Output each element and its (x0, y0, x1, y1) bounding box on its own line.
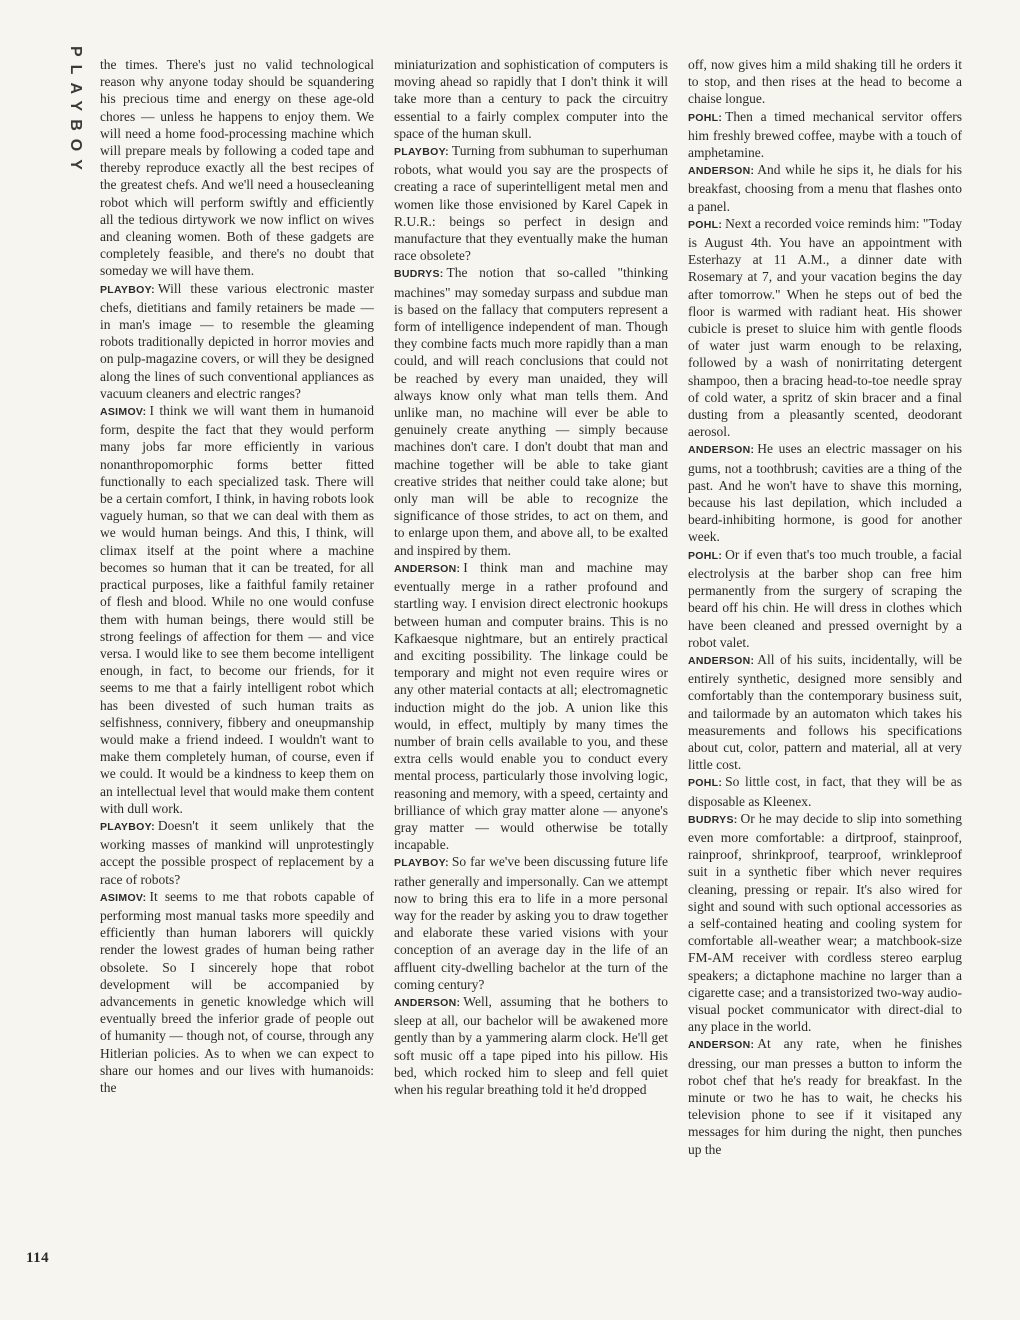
speaker-label: ANDERSON: (394, 562, 461, 575)
interview-paragraph (688, 440, 962, 545)
paragraph-text: I think man and machine may eventually merge in a rather profound and startling way. I envision direct electronic hookups between human and computer brains. This is no Kafkaesque nightmare, but an entirely practical and exciting possibility. The linkage could be temporary and might not even require wires or any other material contacts at all; electromagnetic induction might do the job. A union like this would, in effect, multiply by many times the number of brain cells available to you, and these extra cells would enable you to conduct every mental process, particularly those involving logic, reasoning and memory, with a speed, certainty and brilliance of which gray matter alone — anyone's gray matter — would otherwise be totally incapable. (394, 559, 668, 853)
paragraph-text: Next a recorded voice reminds him: "Today is August 4th. You have an appointment with Esterhazy at 11 A.M., a dinner date with Rosemary at 7, and your vacation begins the day after tomorrow." When he steps out of bed the floor is warmed with radiant heat. His shower cubicle is preset to sluice him with gentle floods of water just warm enough to be relaxing, followed by a wash of nonirritating detergent shampoo, then a bracing head-to-toe needle spray of cold water, a spritz of skin bracer and a final dusting from a pleasantly scented, deodorant aerosol. (688, 215, 962, 440)
interview-paragraph (688, 108, 962, 162)
paragraph-text: Or he may decide to slip into something even more comfortable: a dirtproof, stainproof, rainproof, shrinkproof, tearproof, wrinkleproof suit in a synthetic fiber which never requires cleaning, pressing or repair. It's also wired for sight and sound with such optional accessories as a self-contained heating and cooling system for comfortable all-weather wear; a matchbook-size FM-AM receiver with cordless stereo earplug speakers; a dictaphone machine no larger than a cigarette case; and a transistorized two-way audio-visual pocket communicator with direct-dial to any place in the world. (688, 810, 962, 1035)
interview-paragraph (688, 546, 962, 651)
speaker-label: PLAYBOY: (394, 146, 449, 159)
paragraph-text: I think we will want them in humanoid form, despite the fact that they would perform many jobs far more efficiently in various nonanthropomorphic forms better fitted functionally to each specialized task. There will be a certain comfort, I think, in having robots look vaguely human, so that we can deal with them as we would human beings. And this, I think, will climax itself at the point where a machine becomes so human that it can be treated, for all practical purposes, like a faithful family retainer of flesh and blood. While no one would confuse them with human beings, there would still be strong feelings of affection for them — and vice versa. I would like to see them become intelligent enough, in fact, to become our friends, for it seems to me that a fairly intelligent robot which has been divested of such human traits as selfishness, connivery, fibbery and oneupmanship would make a friend indeed. I wouldn't want to make them completely human, of course, even if we could. It would be a kindness to keep them on an intellectual level that would make them content with dull work. (100, 403, 374, 816)
paragraph-text: Then a timed mechanical servitor offers him freshly brewed coffee, maybe with a touch of amphetamine. (688, 108, 962, 161)
interview-paragraph (394, 264, 668, 558)
speaker-label: BUDRYS: (688, 813, 738, 826)
speaker-label: POHL: (688, 111, 723, 124)
paragraph-text: Well, assuming that he bothers to sleep at all, our bachelor will be awakened more gently than by a yammering alarm clock. He'll get soft music off a tape piped into his pillow. His bed, which rocked him to sleep and fell quiet when his regular breathing told it he'd dropped (394, 993, 668, 1097)
text-column-2 (394, 56, 668, 1272)
interview-paragraph (688, 215, 962, 441)
speaker-label: ANDERSON: (394, 996, 461, 1009)
paragraph-text: So far we've been discussing future life rather generally and impersonally. Can we attempt now to bring this era to life in a more personal way for the reader by asking you to draw together and elaborate these varied visions with your conception of an average day in the life of an affluent city-dwelling bachelor at the turn of the coming century? (394, 854, 668, 992)
speaker-label: POHL: (688, 218, 723, 231)
speaker-label: ANDERSON: (688, 1039, 755, 1052)
text-column-3 (688, 56, 962, 1272)
speaker-label: PLAYBOY: (394, 857, 449, 870)
interview-paragraph (394, 853, 668, 993)
interview-paragraph (100, 56, 374, 280)
paragraph-text: Will these various electronic master chefs, dietitians and family retainers be made — in man's image — to resemble the gleaming robots traditionally depicted in horror movies and on pulp-magazine covers, or will they be designed along the lines of such conventional appliances as vacuum cleaners and electric ranges? (100, 280, 374, 401)
speaker-label: PLAYBOY: (100, 820, 155, 833)
interview-paragraph (100, 402, 374, 817)
interview-paragraph (688, 56, 962, 108)
article-body (100, 56, 962, 1272)
interview-paragraph (100, 817, 374, 888)
magazine-logo-text: PLAYBOY (67, 46, 84, 178)
interview-paragraph (688, 810, 962, 1036)
interview-paragraph (394, 56, 668, 142)
speaker-label: PLAYBOY: (100, 283, 155, 296)
paragraph-text: Turning from subhuman to superhuman robots, what would you say are the prospects of creating a race of superintelligent metal men and women like those envisioned by Karel Capek in R.U.R.: beings so perfect in design and manufacture that they eventually make the human race obsolete? (394, 143, 668, 264)
paragraph-text: off, now gives him a mild shaking till he orders it to stop, and then rises at the head to become a chaise longue. (688, 57, 962, 107)
paragraph-text: Doesn't it seem unlikely that the working masses of mankind will unprotestingly accept the possible prospect of replacement by a race of robots? (100, 817, 374, 887)
paragraph-text: miniaturization and sophistication of computers is moving ahead so rapidly that I don't think it will take more than a century to pack the circuitry essential to a fairly complex computer into the space of the human skull. (394, 57, 668, 141)
speaker-label: ASIMOV: (100, 406, 147, 419)
interview-paragraph (100, 888, 374, 1096)
interview-paragraph (100, 280, 374, 402)
interview-paragraph (688, 161, 962, 215)
paragraph-text: the times. There's just no valid technological reason why anyone today should be squandering his precious time and energy on these age-old chores — unless he happens to enjoy them. We will need a home food-processing machine which will prepare meals by following a coded tape and thereby reproduce exactly all the best recipes of the greatest chefs. And we'll need a housecleaning robot which will perform swiftly and efficiently all the tedious dirtywork we now inflict on wives and cleaning women. Both of these gadgets are completely feasible, and there's no doubt that someday we will have them. (100, 57, 374, 279)
paragraph-text: So little cost, in fact, that they will be as disposable as Kleenex. (688, 774, 962, 809)
paragraph-text: Or if even that's too much trouble, a facial electrolysis at the barber shop can free him permanently from the surgery of scraping the beard off his chin. He will dress in clothes which have been cleaned and pressed overnight by a robot valet. (688, 546, 962, 650)
speaker-label: POHL: (688, 549, 723, 562)
speaker-label: ASIMOV: (100, 891, 147, 904)
paragraph-text: It seems to me that robots capable of performing most manual tasks more speedily and efficiently than human laborers will quickly render the lowest grades of human being rather obsolete. So I sincerely hope that robot development will be accompanied by advancements in genetic knowledge which will eventually breed the inferior grade of people out of humanity — though not, of course, through any Hitlerian policies. As to when we can expect to share our homes and our lives with humanoids: the (100, 888, 374, 1095)
interview-paragraph (688, 773, 962, 809)
speaker-label: ANDERSON: (688, 654, 755, 667)
interview-paragraph (394, 142, 668, 264)
paragraph-text: The notion that so-called "thinking machines" may someday surpass and subdue man is based on the fallacy that computers represent a form of intelligence independent of man. Though they combine facts much more rapidly than a man could, and will reach conclusions that could not be reached by every man unaided, they will always know only what man tells them. And unlike man, no machine will ever be able to genuinely create anything — simply because machines don't care. I don't doubt that man and machine together will be able to take giant creative strides that neither could take alone; but only man will be able to recognize the significance of those strides, to act on them, and to enlarge upon them, and above all, to be exalted and inspired by them. (394, 265, 668, 558)
paragraph-text: All of his suits, incidentally, will be entirely synthetic, designed more sensibly and comfortably than the contemporary business suit, and tailormade by an automaton which takes his measurements and follows his specifications about cut, color, pattern and material, all at very little cost. (688, 651, 962, 773)
interview-paragraph (688, 651, 962, 773)
speaker-label: ANDERSON: (688, 444, 755, 457)
paragraph-text: And while he sips it, he dials for his breakfast, choosing from a menu that flashes onto a panel. (688, 162, 962, 214)
interview-paragraph (688, 1035, 962, 1157)
paragraph-text: At any rate, when he finishes dressing, our man presses a button to inform the robot chef that he's ready for breakfast. In the minute or two he has to wait, he checks his television phone to see if it visitaped any messages for him during the night, then punches up the (688, 1036, 962, 1157)
text-column-1 (100, 56, 374, 1272)
speaker-label: POHL: (688, 777, 723, 790)
speaker-label: BUDRYS: (394, 268, 444, 281)
magazine-logo (56, 40, 84, 280)
paragraph-text: He uses an electric massager on his gums, not a toothbrush; cavities are a thing of the past. And he won't have to shave this morning, because his last depilation, which included a beard-inhibiting hormone, is good for another week. (688, 441, 962, 545)
page-number: 114 (26, 1250, 50, 1266)
interview-paragraph (394, 559, 668, 853)
interview-paragraph (394, 993, 668, 1098)
speaker-label: ANDERSON: (688, 165, 755, 178)
